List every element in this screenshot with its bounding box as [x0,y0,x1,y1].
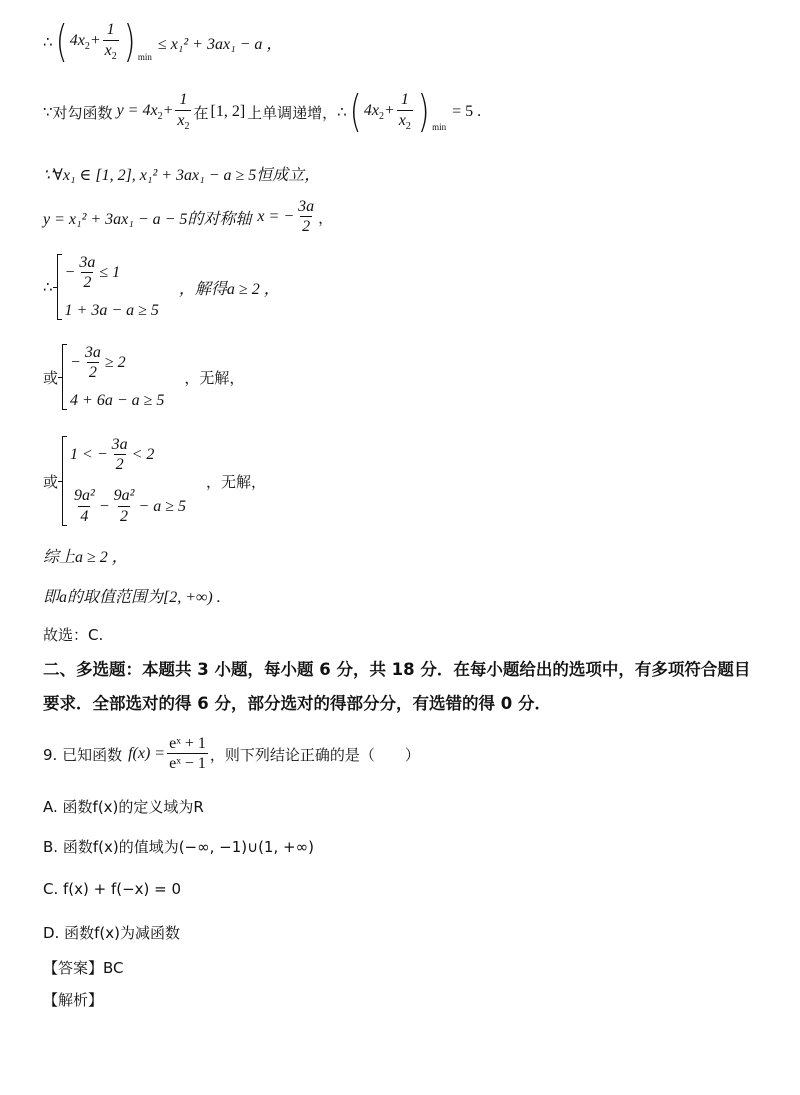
because-symbol: ∵ [43,103,53,121]
answer-text: 【答案】BC [43,959,124,977]
min-subscript: min [137,52,152,62]
right-paren: ) [123,16,136,67]
case1-den: 2 [83,274,92,292]
summary-line-2 [43,584,221,607]
q9-denominator: eˣ − 1 [169,755,206,773]
case3-row1-pre: 1 < − [70,446,108,464]
answer-choice-text: 故选：C. [43,626,104,644]
summary-text-2: 即a的取值范围为[2, +∞) . [43,589,221,606]
case2-row1-pre: − [70,354,81,372]
case2-row1-post: ≥ 2 [104,354,126,372]
q9-stem-pre: 9. 已知函数 [43,745,123,764]
case1-row2: 1 + 3a − a ≥ 5 [64,302,159,319]
option-b [43,836,314,857]
answer-line [43,957,124,978]
option-a [43,796,204,817]
case3-row2-num2: 9a² [113,487,135,505]
case2-row2: 4 + 6a − a ≥ 5 [70,392,165,409]
interval: [1, 2] [210,103,246,120]
case2-num: 3a [84,344,101,361]
therefore-symbol-2: ∴ [337,103,347,121]
case2-result: ，无解， [184,368,245,387]
answer-choice-line [43,624,103,645]
case3-row2-post: − a ≥ 5 [138,497,186,515]
option-c [43,880,181,898]
q9-function-lhs: f(x) = [128,745,166,763]
section-heading: 二、多选题：本题共 3 小题，每小题 6 分，共 18 分．在每小题给出的选项中，有多项符合题目要求．全部选对的得 6 分，部分选对的得部分分，有选错的得 0 分． [43,660,751,713]
parabola-equation: y = x₁² + 3ax₁ − a − 5的对称轴 [43,210,252,228]
q9-stem-post: ，则下列结论正确的是（ ） [209,745,420,764]
case3-row2-num1: 9a² [74,487,95,505]
case-system-2 [43,344,244,410]
text-increasing: 上单调递增， [247,103,338,122]
option-c-text: C. f(x) + f(−x) = 0 [43,880,182,898]
axis-tail: ， [318,208,334,227]
inequality-rhs: ≤ x₁² + 3ax₁ − a ， [157,35,283,53]
analysis-text: 【解析】 [43,991,104,1009]
case-system-3 [43,436,266,526]
line-min-inequality: ∴ ( $4x_2+$ $\frac{1}{x_2}$ ) min ≤ x₁² + 3ax₁ − a ， [43,16,283,67]
case1-row1-pre: − [64,264,76,282]
summary-text-1: 综上a ≥ 2 ， [43,549,128,566]
case3-row2-den1: 4 [80,507,89,525]
option-d-text: D. 函数f(x)为减函数 [43,924,180,942]
therefore-symbol: ∴ [43,33,53,51]
forall-text: ∵∀x₁ ∈ [1, 2], x₁² + 3ax₁ − a ≥ 5恒成立， [43,167,321,184]
line-symmetry-axis [43,198,333,237]
case3-prefix: 或 [43,472,59,491]
line-forall-condition [43,162,320,185]
question-9 [43,735,420,774]
case2-den: 2 [88,364,97,382]
min-value: = 5 . [452,103,482,120]
case3-den: 2 [115,456,124,474]
option-a-text: A. 函数f(x)的定义域为R [43,798,204,816]
summary-line-1 [43,544,128,567]
axis-den: 2 [302,218,311,236]
case1-prefix: ∴ [43,278,53,296]
option-d [43,922,180,943]
axis-num: 3a [298,198,315,215]
text-in: 在 [193,103,209,122]
text-hook-function: 对勾函数 [52,103,113,122]
case3-row1-post: < 2 [131,446,155,464]
case3-num: 3a [111,436,128,453]
line-hook-function: ∵ 对勾函数 $y = 4x_2+$ $\frac{1}{x_2}$ 在 [1, 2] 上单调递增， ∴ ( $4x_2+$ $\frac{1}{x_2}$ ) min = 5 . [43,86,482,137]
case1-result: ，解得a ≥ 2 ， [178,280,280,298]
case-system-1 [43,254,280,320]
case3-row2-mid: − [98,497,110,515]
min-subscript-2: min [432,122,447,132]
case3-row2-den2: 2 [120,507,128,525]
case1-num: 3a [79,254,96,271]
case2-prefix: 或 [43,368,59,387]
axis-lhs: x = − [257,208,295,226]
q9-numerator: eˣ + 1 [169,735,206,752]
case1-row1-post: ≤ 1 [99,264,121,282]
left-paren: ( [55,16,68,67]
analysis-line [43,989,103,1010]
case3-result: ，无解， [205,472,266,491]
option-b-text: B. 函数f(x)的值域为(−∞, −1)∪(1, +∞) [43,838,314,856]
